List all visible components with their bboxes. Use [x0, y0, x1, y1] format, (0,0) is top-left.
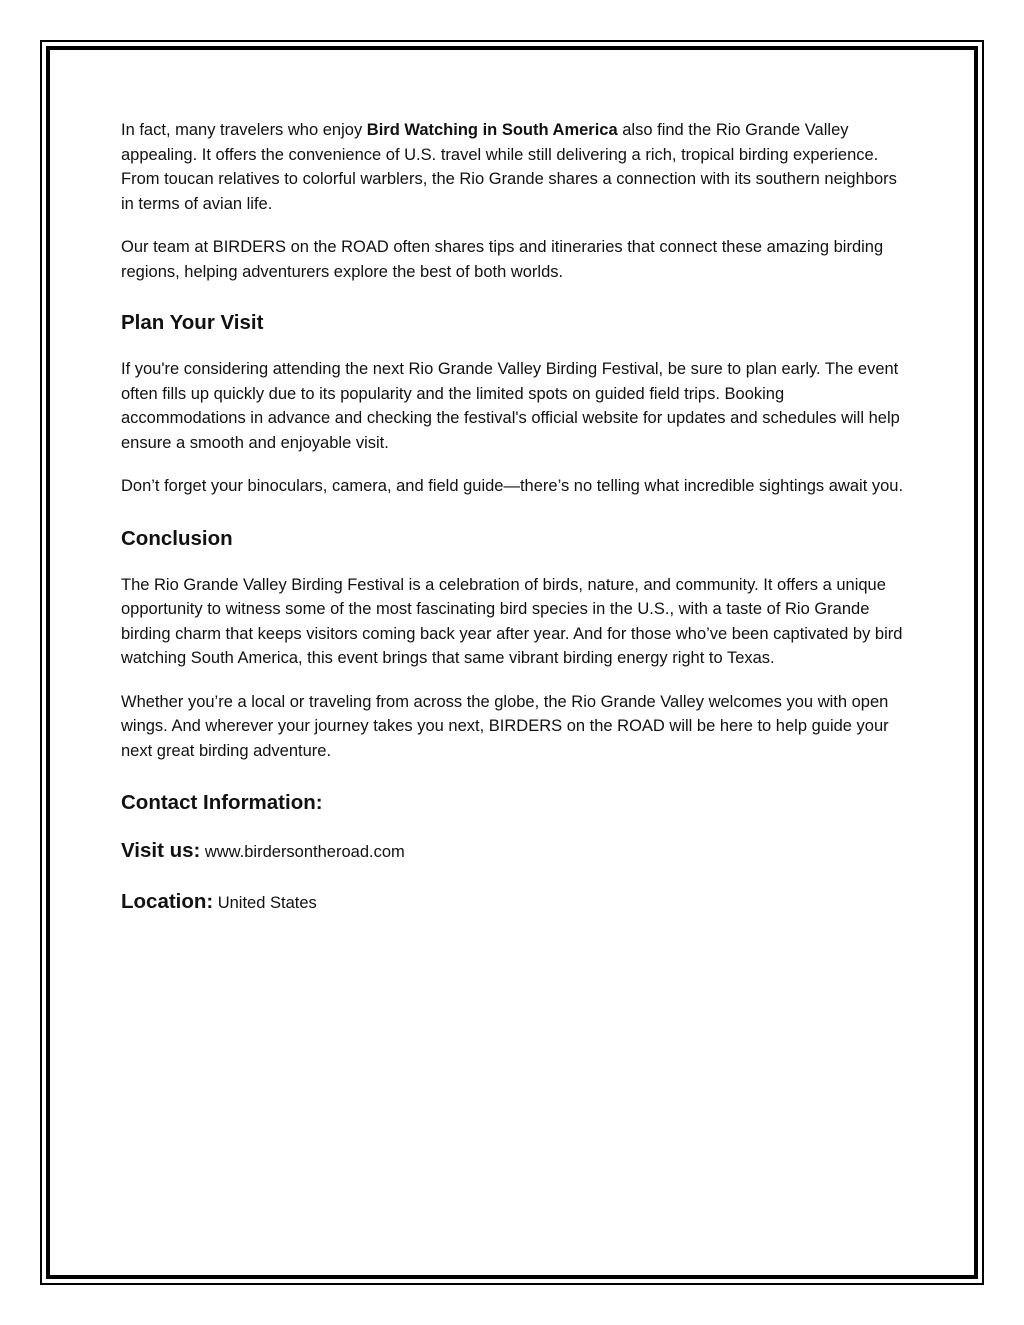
plan-visit-paragraph-2: Don’t forget your binoculars, camera, and field guide—there’s no telling what incredible sightings await you. — [121, 477, 904, 495]
document-content — [121, 118, 911, 939]
bird-watching-link-text: Bird Watching in South America — [366, 121, 618, 139]
conclusion-paragraph-1: The Rio Grande Valley Birding Festival is a celebration of birds, nature, and community. It offers a unique opportunity to witness some of the most fascinating bird species in the U.S., with a taste of Rio Grande birding charm that keeps visitors coming back year after year. And for those who’ve been captivated by bird watching South America, this event brings that same vibrant birding energy right to Texas. — [121, 575, 903, 667]
contact-location-line — [121, 888, 911, 918]
conclusion-paragraph-2: Whether you’re a local or traveling from across the globe, the Rio Grande Valley welcomes you with open wings. And wherever your journey takes you next, BIRDERS on the ROAD will be here to help guide your next great birding adventure. — [121, 692, 889, 760]
contact-visit-line — [121, 837, 911, 867]
website-url: www.birdersontheroad.com — [204, 843, 405, 861]
location-value: United States — [217, 894, 317, 912]
visit-label: Visit us: — [121, 839, 201, 862]
intro-paragraph-2: Our team at BIRDERS on the ROAD often shares tips and itineraries that connect these amazing birding regions, helping adventurers explore the best of both worlds. — [121, 238, 884, 281]
intro-paragraph-1 — [121, 118, 911, 216]
contact-heading: Contact Information: — [121, 791, 323, 814]
intro-text-before: In fact, many travelers who enjoy — [121, 121, 367, 139]
plan-visit-paragraph-1: If you're considering attending the next Rio Grande Valley Birding Festival, be sure to plan early. The event often fills up quickly due to its popularity and the limited spots on guided field trips. Booking accommodations in advance and checking the festival's official website for updates and schedules will help ensure a smooth and enjoyable visit. — [121, 360, 900, 452]
intro-text-after: also find the Rio Grande Valley appealing. It offers the convenience of U.S. travel while still delivering a rich, tropical birding experience. From toucan relatives to colorful warblers, the Rio Grande shares a connection with its southern neighbors in terms of avian life. — [121, 121, 897, 213]
conclusion-heading: Conclusion — [121, 526, 233, 550]
location-label: Location: — [121, 890, 214, 913]
plan-visit-heading: Plan Your Visit — [121, 311, 264, 334]
